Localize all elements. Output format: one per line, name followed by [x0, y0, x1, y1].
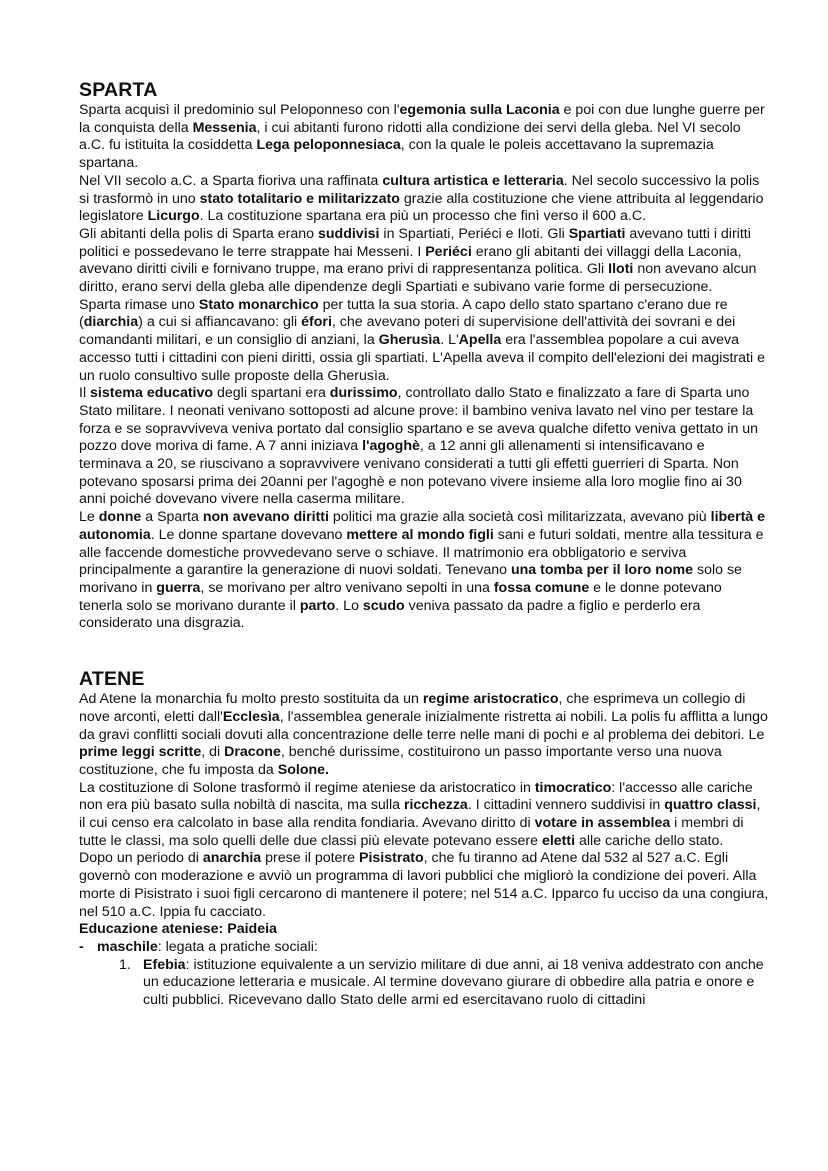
bold-text: Licurgo [147, 208, 200, 225]
dash-bullet: - [79, 938, 84, 955]
text-run: . La costituzione spartana era più un processo che finì verso il 600 a.C. [199, 208, 647, 225]
text-run: , se morivano per altro venivano sepolti in una [200, 579, 494, 596]
text-run: solo se morivano in [79, 562, 742, 596]
bold-text: Gherusìa [378, 332, 441, 349]
text-run: . Lo [335, 597, 363, 614]
bold-text: Dracone [224, 744, 281, 761]
bold-text: Ecclesìa [222, 708, 280, 725]
text-run: alle cariche dello stato. [575, 832, 724, 849]
section-gap [79, 633, 769, 667]
text-run: sani e futuri soldati, mentre alla tessitura e alle faccende domestiche provvedevano serve o schiave. Il matrimonio era obbligatorio e serviva principalmente a garantire la generazione di nuovi soldati. Tenevano [79, 526, 764, 579]
bold-text: Apella [458, 332, 502, 349]
list-item-maschile [79, 939, 769, 1010]
text-run: ) a cui si affiancavano: gli [138, 314, 302, 331]
bold-text: timocratico [534, 779, 612, 796]
paragraph [79, 102, 769, 173]
text-run: Sparta rimase uno [79, 296, 199, 313]
text-run: , controllato dallo Stato e finalizzato a fare di Sparta uno Stato militare. I neonati venivano sottoposti ad alcune prove: il bambino veniva lavato nel vino per testare la forza e se sopravviveva veniva portato dal consiglio spartano e se aveva qualche difetto veniva gettato in un pozzo dove moriva di fame. A 7 anni iniziava [79, 385, 759, 455]
list-item-label: maschile [97, 938, 158, 955]
section-sparta [79, 78, 769, 633]
text-run: era l'assemblea popolare a cui aveva accesso tutti i cittadini con pieni diritti, ossia gli spartiati. L'Apella aveva il compito dell'elezioni dei magistrati e un ruolo consultivo sulle proposte della Gherusìa. [79, 332, 765, 384]
bold-text: anarchia [202, 850, 262, 867]
paragraph [79, 385, 769, 509]
paideia-list [79, 939, 769, 1010]
text-run: . Le donne spartane dovevano [150, 526, 347, 543]
text-run: , che esprimeva un collegio di nove arconti, eletti dall' [79, 691, 746, 725]
section-title-sparta: SPARTA [79, 79, 158, 101]
paragraph [79, 226, 769, 297]
text-run: , con la quale le poleis accettavano la supremazia spartana. [79, 137, 714, 172]
text-run: Gli abitanti della polis di Sparta erano [79, 225, 318, 242]
bold-text: ricchezza [403, 797, 468, 814]
bold-text: fossa comune [493, 579, 590, 596]
item-text: : istituzione equivalente a un servizio militare di due anni, ai 18 veniva addestrato con anche un educazione letteraria e musicale. Al termine dovevano giurare di obbedire alla patria e onore e culti pubblici. Ricevevano dallo Stato delle armi ed esercitavano ruolo di cittadini [143, 956, 764, 1009]
bold-text: cultura artistica e letteraria [382, 172, 564, 189]
text-run: . Nel secolo successivo la polis si trasformò in uno [79, 172, 760, 207]
paragraph [79, 509, 769, 633]
item-label: Efebia [143, 956, 186, 973]
text-run: Sparta acquisì il predominio sul Peloponneso con l' [79, 102, 400, 118]
text-run: La costituzione di Solone trasformò il regime ateniese da aristocratico in [79, 779, 535, 796]
bold-text: l'agoghè [362, 438, 420, 455]
bold-text: parto [299, 597, 336, 614]
text-run: : l'accesso alle cariche non era più basato sulla nobiltà di nascita, ma sulla [79, 779, 753, 814]
bold-text: regime aristocratico [422, 691, 559, 708]
bold-text: diarchia [83, 314, 139, 331]
bold-text: eletti [541, 832, 576, 849]
bold-text: votare in assemblea [534, 815, 671, 832]
text-run: degli spartani era [213, 385, 330, 402]
list-item-text: : legata a pratiche sociali: [157, 938, 318, 955]
text-run: , il cui censo era calcolato in base alla rendita fondiaria. Avevano diritto di [79, 797, 761, 832]
bold-text: una tomba per il loro nome [510, 562, 694, 579]
bold-text: egemonia sulla Laconia [399, 102, 560, 118]
text-run: Dopo un periodo di [79, 850, 203, 867]
item-number: 1. [119, 956, 131, 973]
text-run: . L' [440, 332, 459, 349]
text-run: avevano tutti i diritti politici e possedevano le terre strappate hai Messeni. I [79, 225, 751, 260]
text-run: e poi con due lunghe guerre per la conquista della [79, 102, 765, 136]
text-run: in Spartiati, Periéci e Iloti. Gli [379, 225, 569, 242]
bold-text: Stato monarchico [198, 296, 319, 313]
bold-text: non avevano diritti [202, 509, 329, 526]
text-run: prese il potere [261, 850, 359, 867]
bold-text: sistema educativo [90, 385, 214, 402]
subheading-paideia: Educazione ateniese: Paideia [79, 921, 277, 938]
bold-text: suddivisi [317, 225, 380, 242]
bold-text: Lega peloponnesiaca [256, 137, 401, 154]
text-run: , che fu tiranno ad Atene dal 532 al 527 a.C. Egli governò con moderazione e avviò un programma di lavori pubblici che migliorò la condizione dei poveri. Alla morte di Pisistrato i suoi figli cercarono di mantenere il potere; nel 514 a.C. Ipparco fu ucciso da una congiura, nel 510 a.C. Ippia fu cacciato. [79, 850, 769, 920]
bold-text: Periéci [425, 243, 472, 260]
text-run: erano gli abitanti dei villaggi della Laconia, avevano diritti civili e fornivano truppe, ma erano privi di rappresentanza politica. Gli [79, 243, 742, 278]
text-run: , che avevano poteri di supervisione dell'attività dei sovrani e dei comandanti militari, e un consiglio di anziani, la [79, 314, 736, 349]
bold-text: stato totalitario e militarizzato [199, 190, 400, 207]
bold-text: Solone. [277, 761, 329, 778]
document-page [79, 78, 769, 1010]
text-run: , a 12 anni gli allenamenti si intensificavano e terminava a 20, se riuscivano a sopravvivere venivano considerati a tutti gli effetti guerrieri di Sparta. Non potevano sposarsi prima dei 20anni per l'agoghè e non potevano vivere insieme alla loro moglie fino ai 30 anni poiché dovevano vivere nella caserma militare. [79, 438, 742, 508]
atene-body [79, 691, 769, 921]
bold-text: quattro classi [664, 797, 757, 814]
bold-text: Iloti [608, 261, 634, 278]
text-run: politici ma grazie alla società così militarizzata, avevano più [328, 509, 711, 526]
bold-text: scudo [362, 597, 405, 614]
section-title-atene: ATENE [79, 668, 145, 691]
bold-text: Pisistrato [359, 850, 424, 867]
text-run: Nel VII secolo a.C. a Sparta fioriva una raffinata [79, 172, 383, 189]
text-run: Ad Atene la monarchia fu molto presto sostituita da un [79, 691, 423, 708]
numbered-list [97, 957, 769, 1010]
text-run: per tutta la sua storia. A capo dello stato spartano c'erano due re ( [79, 296, 728, 331]
text-run: e le donne potevano tenerla solo se morivano durante il [79, 579, 722, 614]
bold-text: éfori [301, 314, 332, 331]
text-run: , l'assemblea generale inizialmente ristretta ai nobili. La polis fu afflitta a lungo da gravi conflitti sociali dovuti alla concentrazione delle terre nelle mani di pochi e al problema dei debitori. Le [79, 708, 768, 743]
paragraph [79, 850, 769, 921]
text-run: Le [79, 509, 99, 526]
paragraph [79, 173, 769, 226]
paragraph [79, 297, 769, 386]
bold-text: prime leggi scritte [79, 744, 202, 761]
text-run: a Sparta [141, 509, 203, 526]
section-atene [79, 667, 769, 1010]
text-run: , i cui abitanti furono ridotti alla condizione dei servi della gleba. Nel VI secolo a.C. fu istituita la cosiddetta [79, 119, 741, 154]
text-run: grazie alla costituzione che viene attribuita al leggendario legislatore [79, 190, 764, 225]
sparta-body [79, 102, 769, 633]
paragraph [79, 780, 769, 851]
bold-text: libertà e autonomia [79, 509, 766, 543]
bold-text: Spartiati [568, 225, 626, 242]
bold-text: mettere al mondo figli [346, 526, 494, 543]
bold-text: donne [98, 509, 142, 526]
text-run: i membri di tutte le classi, ma solo quelli delle due classi più elevate potevano essere [79, 815, 744, 849]
numbered-item [97, 957, 769, 1010]
bold-text: durissimo [329, 385, 398, 402]
bold-text: Messenia [192, 119, 257, 136]
text-run: . I cittadini vennero suddivisi in [467, 797, 665, 814]
text-run: , di [201, 744, 225, 761]
paragraph [79, 691, 769, 780]
bold-text: guerra [156, 579, 201, 596]
text-run: Il [79, 385, 91, 402]
text-run: non avevano alcun diritto, erano servi della gleba alle dipendenze degli Spartiati e subivano varie forme di persecuzione. [79, 261, 757, 296]
text-run: veniva passato da padre a figlio e perderlo era considerato una disgrazia. [79, 597, 701, 632]
text-run: , benché durissime, costituirono un passo importante verso una nuova costituzione, che fu imposta da [79, 744, 722, 778]
